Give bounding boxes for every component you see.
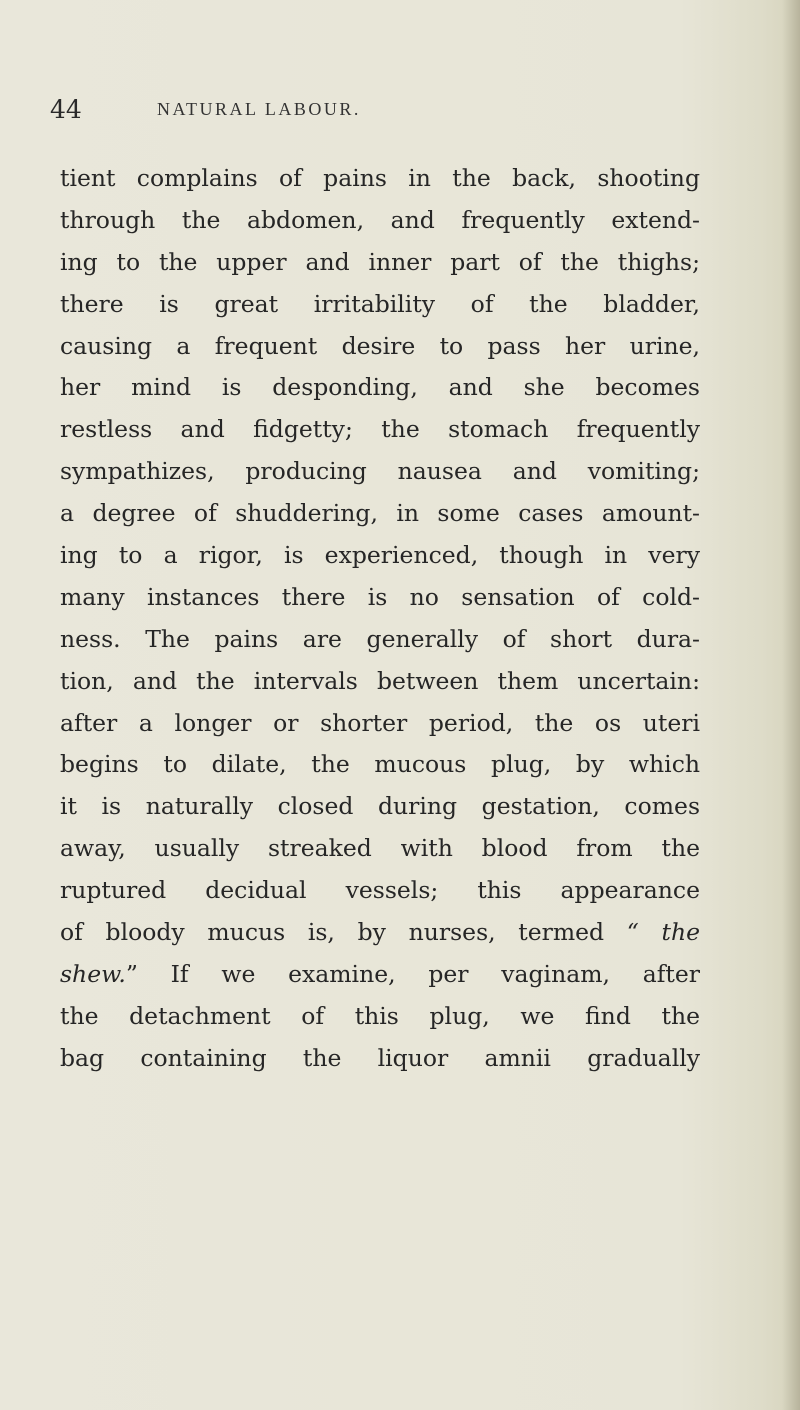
text-line: tient complains of pains in the back, shooting — [60, 164, 700, 192]
running-title: NATURAL LABOUR. — [157, 99, 361, 119]
italic-word-shew: shew. — [60, 959, 126, 988]
text-line: many instances there is no sensation of cold- — [60, 582, 700, 611]
text-line: away, usually streaked with blood from the — [60, 834, 700, 863]
text-line: restless and fidgetty; the stomach frequently — [60, 415, 700, 444]
page-header — [50, 95, 750, 135]
page-number: 44 — [50, 95, 82, 124]
text-line: causing a frequent desire to pass her urine, — [60, 331, 700, 360]
italic-quote-the: “ the — [626, 918, 700, 947]
text-line: begins to dilate, the mucous plug, by which — [60, 750, 700, 779]
text-line: after a longer or shorter period, the os uteri — [60, 708, 700, 737]
text-line: tion, and the intervals between them uncertain: — [60, 666, 700, 695]
text-line — [60, 953, 700, 995]
page-edge-shadow — [782, 0, 800, 1410]
text-fragment: ” If we examine, per vaginam, after — [125, 959, 700, 988]
text-line: her mind is desponding, and she becomes — [60, 373, 700, 402]
text-line: ing to the upper and inner part of the thighs; — [60, 247, 700, 276]
text-line: ruptured decidual vessels; this appearance — [60, 876, 700, 905]
text-line: ing to a rigor, is experienced, though in very — [60, 541, 700, 570]
text-line: there is great irritability of the bladder, — [60, 289, 700, 318]
text-line: a degree of shuddering, in some cases amount- — [60, 499, 700, 528]
text-line — [60, 911, 700, 953]
text-line: ness. The pains are generally of short dura- — [60, 624, 700, 653]
body-text — [60, 157, 700, 1079]
text-line: bag containing the liquor amnii gradually — [60, 1043, 700, 1072]
text-line: sympathizes, producing nausea and vomiting; — [60, 457, 700, 486]
text-line: it is naturally closed during gestation, comes — [60, 792, 700, 821]
text-line: through the abdomen, and frequently extend- — [60, 205, 700, 234]
text-fragment: of bloody mucus is, by nurses, termed — [60, 918, 627, 947]
text-line: the detachment of this plug, we find the — [60, 1001, 700, 1030]
